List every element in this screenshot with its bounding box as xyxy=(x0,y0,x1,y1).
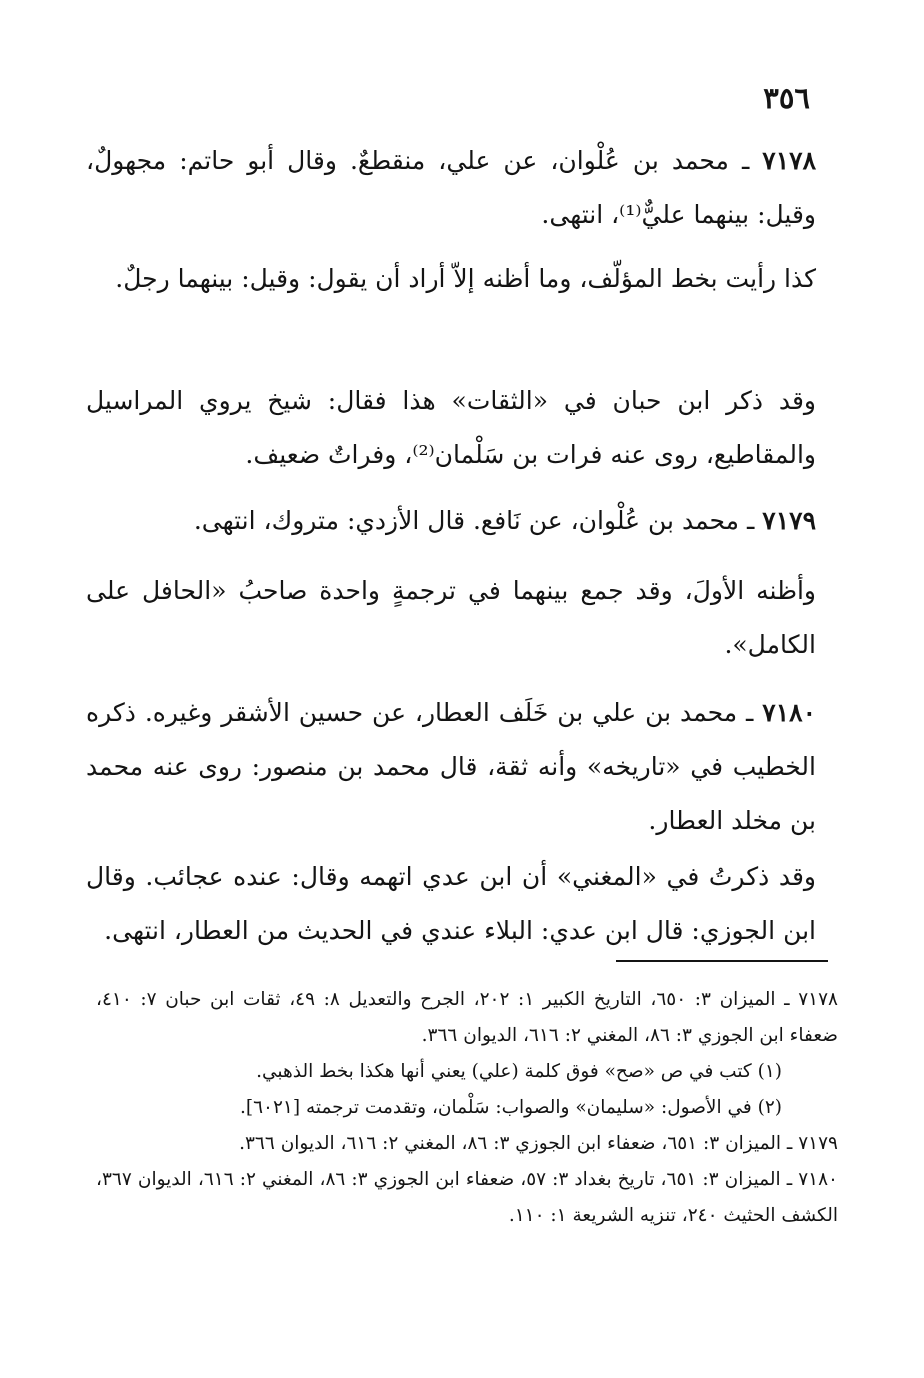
entry-7180-text xyxy=(86,686,816,848)
page-number: ٣٥٦ xyxy=(763,81,810,115)
footnotes xyxy=(96,982,838,1234)
comment-paragraph: وقد ذكرتُ في «المغني» أن ابن عدي اتهمه وقال: عنده عجائب. وقال ابن الجوزي: قال ابن عدي: البلاء عندي في الحديث من العطار، انتهى. xyxy=(86,862,816,945)
entry-7178-comment2 xyxy=(86,374,816,482)
footnote-2: (٢) في الأصول: «سليمان» والصواب: سَلْمان، وتقدمت ترجمته [٦٠٢١]. xyxy=(240,1097,782,1118)
entry-7178-comment xyxy=(86,252,816,306)
entry-7179-text xyxy=(86,494,816,548)
source-note-7178: ٧١٧٨ ـ الميزان ٣: ٦٥٠، التاريخ الكبير ١: ٢٠٢، الجرح والتعديل ٨: ٤٩، ثقات ابن حبان ٧: ٤١٠، ضعفاء ابن الجوزي ٣: ٨٦، المغني ٢: ٦١٦، الديوان ٣٦٦. xyxy=(96,989,838,1046)
footnote-separator xyxy=(616,960,828,962)
source-note-7179: ٧١٧٩ ـ الميزان ٣: ٦٥١، ضعفاء ابن الجوزي ٣: ٨٦، المغني ٢: ٦١٦، الديوان ٣٦٦. xyxy=(239,1133,838,1154)
entry-7179 xyxy=(86,494,816,548)
entry-7178 xyxy=(86,134,816,242)
entry-number: ٧١٨٠ xyxy=(762,698,816,727)
entry-body: ـ محمد بن عُلْوان، عن علي، منقطعٌ. وقال أبو حاتم: مجهولٌ، وقيل: بينهما عليٌّ⁽¹⁾، انتهى. xyxy=(86,146,816,229)
entry-number: ٧١٧٩ xyxy=(762,506,816,535)
entry-7180 xyxy=(86,686,816,848)
source-note-7180: ٧١٨٠ ـ الميزان ٣: ٦٥١، تاريخ بغداد ٣: ٥٧، ضعفاء ابن الجوزي ٣: ٨٦، المغني ٢: ٦١٦، الديوان ٣٦٧، الكشف الحثيث ٢٤٠، تنزيه الشريعة ١: ١١٠. xyxy=(96,1169,838,1226)
entry-number: ٧١٧٨ xyxy=(762,146,816,175)
entry-7178-text xyxy=(86,134,816,242)
entry-7180-comment xyxy=(86,850,816,958)
footnote-1: (١) كتب في ص «صح» فوق كلمة (علي) يعني أنها هكذا بخط الذهبي. xyxy=(256,1061,782,1082)
comment-paragraph: كذا رأيت بخط المؤلّف، وما أظنه إلاّ أراد أن يقول: وقيل: بينهما رجلٌ. xyxy=(115,264,816,293)
comment-paragraph: وأظنه الأولَ، وقد جمع بينهما في ترجمةٍ واحدة صاحبُ «الحافل على الكامل». xyxy=(86,576,816,659)
comment-paragraph: وقد ذكر ابن حبان في «الثقات» هذا فقال: شيخ يروي المراسيل والمقاطيع، روى عنه فرات بن سَلْمان⁽²⁾، وفراتٌ ضعيف. xyxy=(86,386,816,469)
entry-body: ـ محمد بن علي بن خَلَف العطار، عن حسين الأشقر وغيره. ذكره الخطيب في «تاريخه» وأنه ثقة، قال محمد بن منصور: روى عنه محمد بن مخلد العطار. xyxy=(86,698,816,835)
entry-7179-comment xyxy=(86,564,816,672)
entry-body: ـ محمد بن عُلْوان، عن نَافع. قال الأزدي: متروك، انتهى. xyxy=(193,506,763,535)
